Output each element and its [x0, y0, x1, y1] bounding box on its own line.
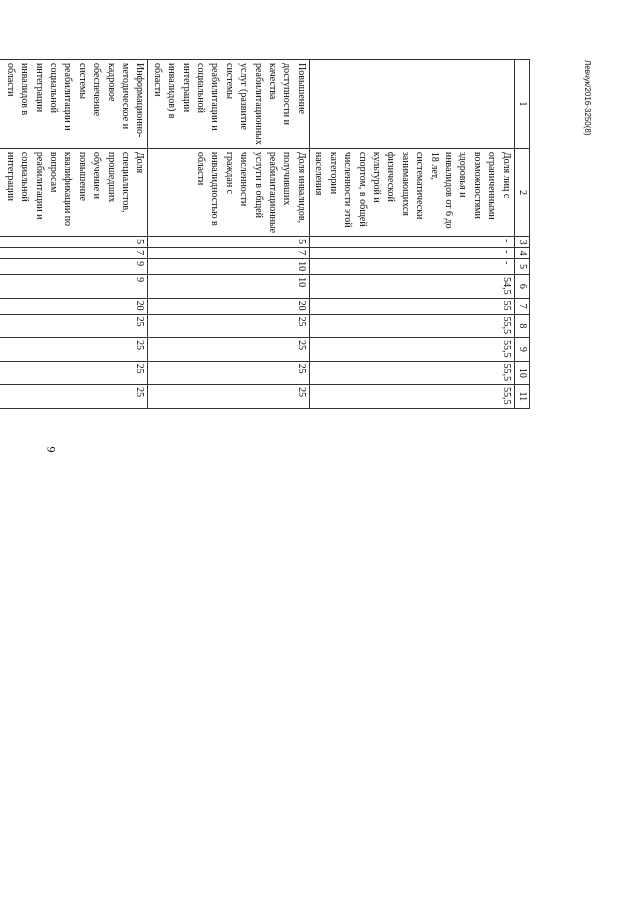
value-cell: 25 [0, 385, 148, 409]
header-cell: 5 [514, 259, 529, 275]
value-cell: 55,5 [309, 314, 514, 338]
task-cell: Информационно-методическое и кадровое обеспечение системы реабилитации и социальной интеграции инвалидов в области [0, 60, 148, 149]
value-cell: 20 [148, 298, 309, 314]
header-row [514, 60, 529, 409]
table-row [0, 60, 148, 409]
value-cell: 25 [0, 338, 148, 362]
value-cell: 25 [148, 314, 309, 338]
value-cell: 55,5 [309, 361, 514, 385]
indicator-cell: Доля лиц с ограниченными возможностями здоровья и инвалидов от 6 до 18 лет, систематически занимающихся физической культурой и спортом, в общей численности этой категории населения [309, 148, 514, 236]
value-cell: 10 [148, 275, 309, 299]
table-row [148, 60, 309, 409]
header-cell: 7 [514, 298, 529, 314]
value-cell: 25 [148, 385, 309, 409]
rotated-table-wrapper [0, 59, 530, 409]
header-cell: 4 [514, 248, 529, 259]
header-cell: 11 [514, 385, 529, 409]
value-cell: 54,5 [309, 275, 514, 299]
header-cell: 1 [514, 60, 529, 149]
header-cell: 8 [514, 314, 529, 338]
header-cell: 3 [514, 237, 529, 248]
table-row [309, 60, 514, 409]
value-cell: 55 [309, 298, 514, 314]
value-cell: 9 [0, 259, 148, 275]
header-cell: 2 [514, 148, 529, 236]
value-cell: - [309, 248, 514, 259]
value-cell: - [309, 259, 514, 275]
task-cell [309, 60, 514, 149]
value-cell: 20 [0, 298, 148, 314]
value-cell: - [309, 237, 514, 248]
page-number: 9 [44, 446, 59, 453]
task-cell: Повышение доступности и качества реабилитационных услуг (развитие системы реабилитации и социальной интеграции инвалидов) в области [148, 60, 309, 149]
value-cell: 10 [148, 259, 309, 275]
indicator-cell: Доля специалистов, прошедших обучение и повышение квалификации по вопросам реабилитации и социальной интеграции [0, 148, 148, 236]
document-code: Левчук/2016-3250(8) [583, 60, 592, 136]
header-cell: 6 [514, 275, 529, 299]
value-cell: 7 [0, 248, 148, 259]
value-cell: 55,5 [309, 338, 514, 362]
value-cell: 25 [0, 361, 148, 385]
indicators-table [0, 59, 530, 409]
header-cell: 10 [514, 361, 529, 385]
value-cell: 7 [148, 248, 309, 259]
value-cell: 25 [0, 314, 148, 338]
value-cell: 25 [148, 338, 309, 362]
indicator-cell: Доля инвалидов, получивших реабилитационные услуги в общей численности граждан с инвалидностью в области [148, 148, 309, 236]
value-cell: 55,5 [309, 385, 514, 409]
value-cell: 5 [148, 237, 309, 248]
value-cell: 25 [148, 361, 309, 385]
value-cell: 9 [0, 275, 148, 299]
value-cell: 5 [0, 237, 148, 248]
header-cell: 9 [514, 338, 529, 362]
